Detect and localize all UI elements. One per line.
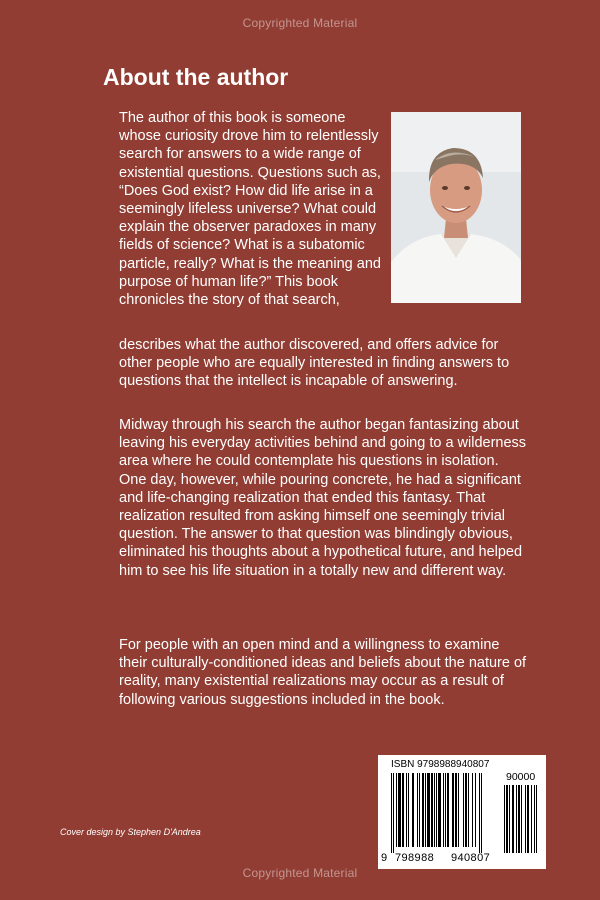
price-barcode-bars (504, 785, 540, 855)
paragraph-one-bottom: describes what the author discovered, and offers advice for other people who are equally interested in finding answers to questions that the intellect is incapable of answering. (119, 337, 510, 390)
author-photo (391, 112, 521, 303)
barcode-digits-left: 798988 (395, 852, 435, 864)
author-portrait-illustration (391, 112, 521, 303)
cover-design-credit: Cover design by Stephen D'Andrea (60, 827, 201, 837)
isbn-barcode (378, 755, 546, 869)
barcode-digit-lead: 9 (381, 852, 388, 864)
barcode-digits-right: 940807 (451, 852, 491, 864)
isbn-label: ISBN 9798988940807 (391, 759, 490, 770)
section-heading: About the author (103, 64, 289, 90)
copyright-watermark-top: Copyrighted Material (242, 16, 358, 30)
copyright-watermark-bottom: Copyrighted Material (242, 866, 358, 880)
price-code: 90000 (506, 771, 536, 783)
paragraph-three: For people with an open mind and a willingness to examine their culturally-conditioned ideas and beliefs about the nature of reality, many existential realizations may occur as a result of following various suggestions included in the book. (119, 637, 527, 708)
barcode-bars (391, 773, 497, 855)
paragraph-two: Midway through his search the author began fantasizing about leaving his everyday activities behind and going to a wilderness area where he could contemplate his questions in isolation. One day, however, while pouring concrete, he had a significant and life-changing realization that ended this fantasy. That realization resulted from asking himself one seemingly trivial question. The answer to that question was blindingly obvious, eliminated his thoughts about a hypothetical future, and helped him to see his life situation in a totally new and different way. (119, 417, 527, 579)
barcode-digits (381, 852, 490, 864)
paragraph-one-top: The author of this book is someone whose curiosity drove him to relentlessly search for answers to a wide range of existential questions. Questions such as, “Does God exist? How did life arise in a seemingly lifeless universe? What could explain the observer paradoxes in many fields of science? What is a subatomic particle, really? What is the meaning and purpose of human life?” This book chronicles the story of that search, (119, 110, 381, 309)
